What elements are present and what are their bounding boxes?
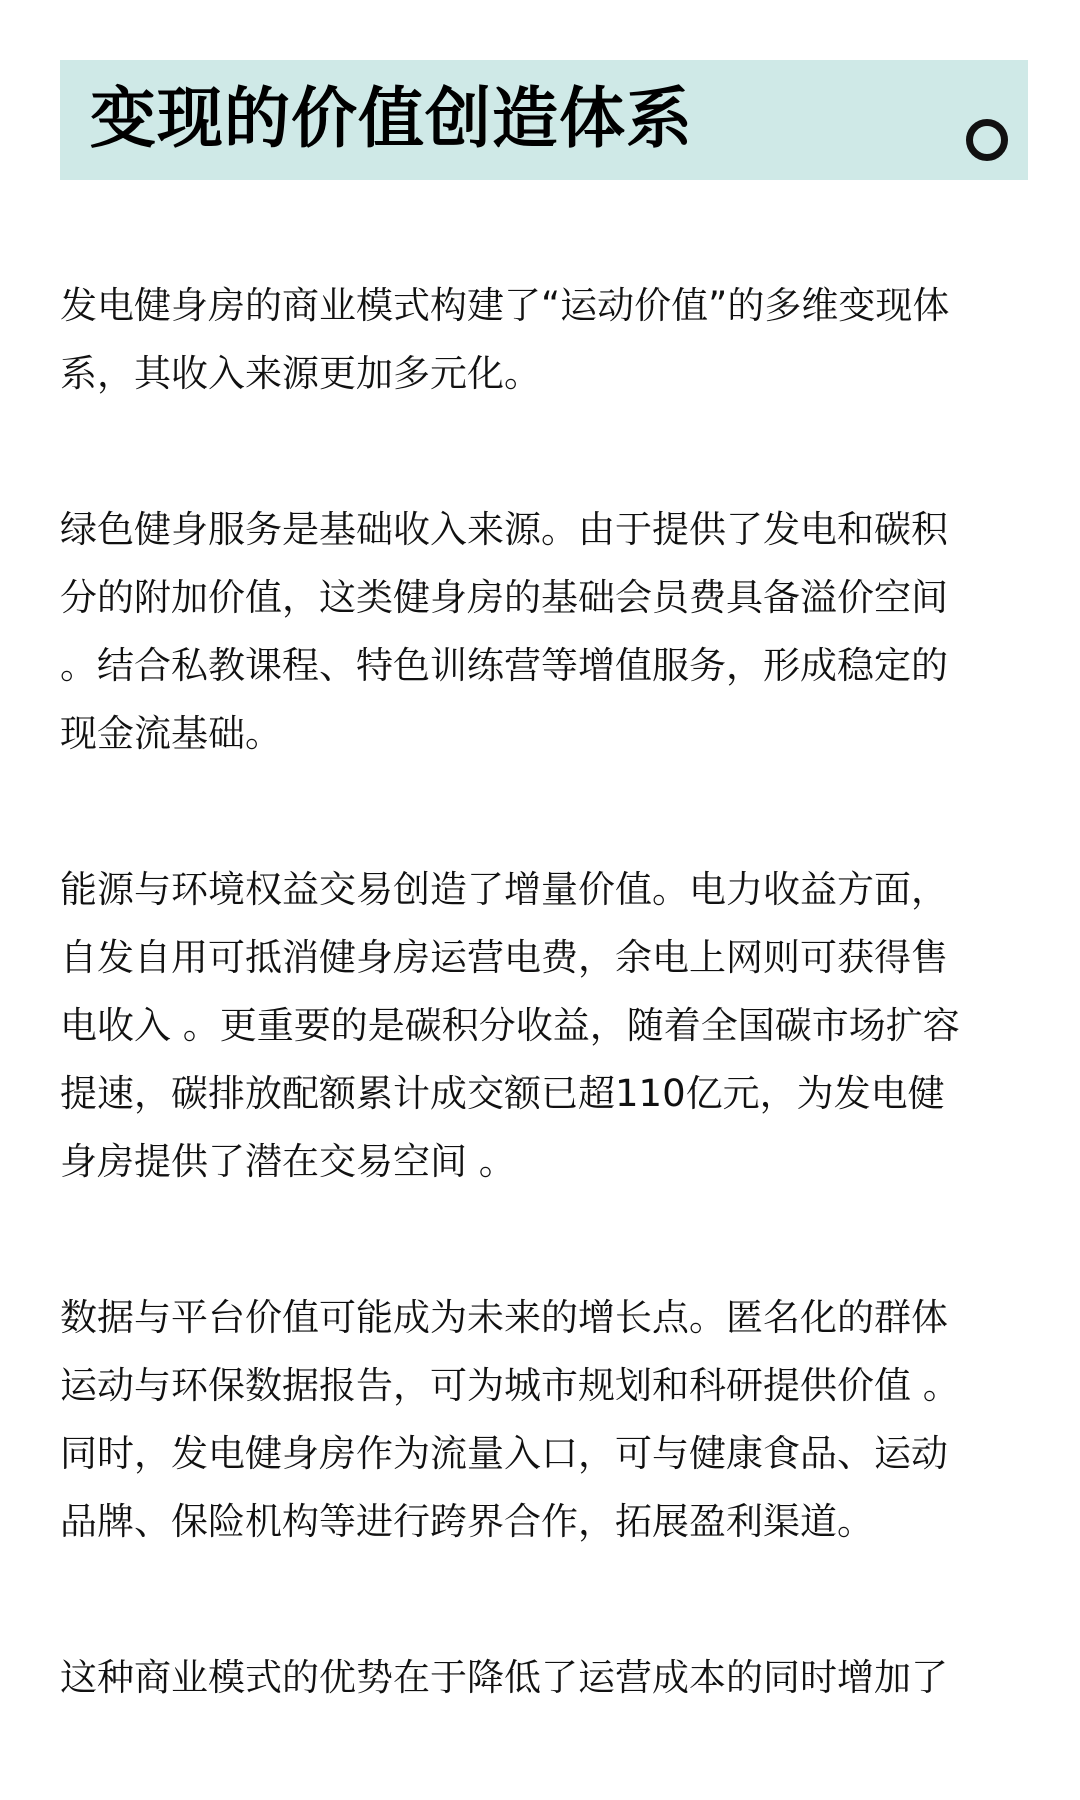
article-body	[60, 272, 1020, 1712]
paragraph-line: 提速，碳排放配额累计成交额已超110亿元，为发电健	[60, 1072, 945, 1115]
paragraph-line: 绿色健身服务是基础收入来源。由于提供了发电和碳积	[60, 508, 948, 551]
paragraph-line: 自发自用可抵消健身房运营电费，余电上网则可获得售	[60, 936, 948, 979]
paragraph-line: 数据与平台价值可能成为未来的增长点。匿名化的群体	[60, 1296, 948, 1339]
paragraph-green-fitness	[60, 496, 1020, 768]
paragraph-line: 现金流基础。	[60, 712, 282, 755]
paragraph-line: 电收入 。更重要的是碳积分收益，随着全国碳市场扩容	[60, 1004, 960, 1047]
circle-icon	[966, 119, 1008, 161]
paragraph-advantage	[60, 1644, 1020, 1712]
page-title: 变现的价值创造体系	[90, 80, 693, 157]
paragraph-line: 。结合私教课程、特色训练营等增值服务，形成稳定的	[60, 644, 948, 687]
title-banner	[60, 60, 1028, 180]
paragraph-line: 同时，发电健身房作为流量入口，可与健康食品、运动	[60, 1432, 948, 1475]
paragraph-line: 身房提供了潜在交易空间 。	[60, 1140, 516, 1183]
paragraph-line: 这种商业模式的优势在于降低了运营成本的同时增加了	[60, 1656, 948, 1699]
paragraph-line: 能源与环境权益交易创造了增量价值。电力收益方面，	[60, 868, 948, 911]
paragraph-line: 系，其收入来源更加多元化。	[60, 352, 541, 395]
paragraph-line: 运动与环保数据报告，可为城市规划和科研提供价值 。	[60, 1364, 960, 1407]
paragraph-intro	[60, 272, 1020, 408]
paragraph-line: 品牌、保险机构等进行跨界合作，拓展盈利渠道。	[60, 1500, 874, 1543]
paragraph-data-platform	[60, 1284, 1020, 1556]
paragraph-energy-trading	[60, 856, 1020, 1196]
paragraph-line: 分的附加价值，这类健身房的基础会员费具备溢价空间	[60, 576, 948, 619]
paragraph-line: 发电健身房的商业模式构建了“运动价值”的多维变现体	[60, 284, 950, 327]
